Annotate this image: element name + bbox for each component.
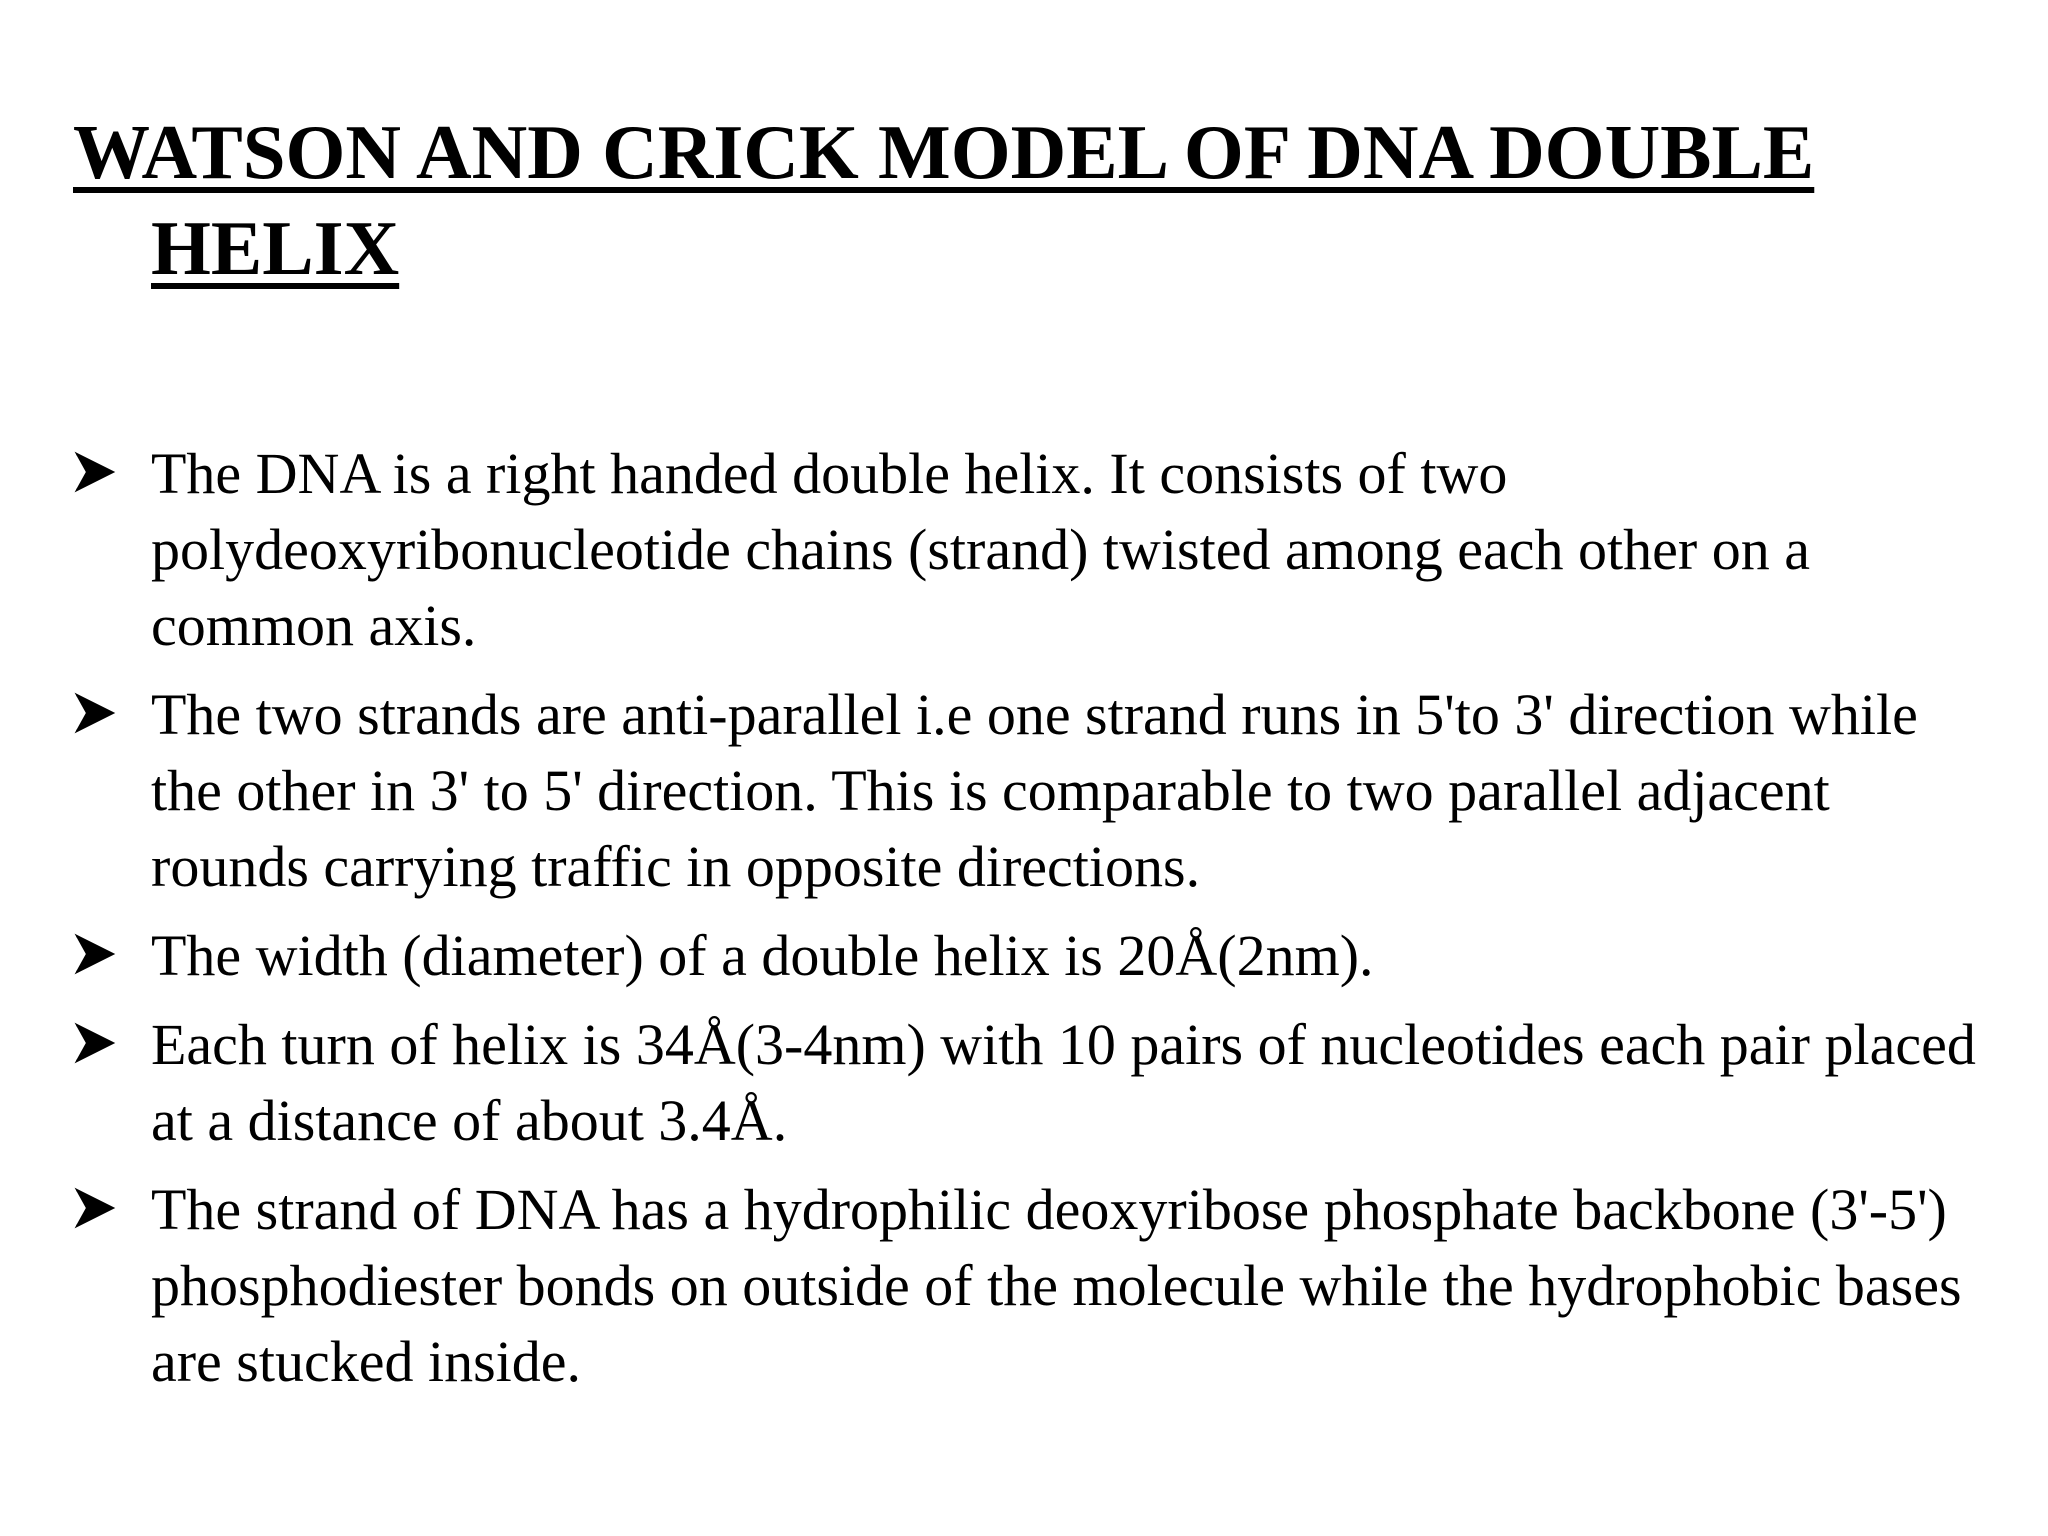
bullet-item [73, 1172, 1993, 1400]
bullet-item [73, 436, 1993, 664]
arrowhead-bullet-icon [73, 450, 117, 494]
slide-title: WATSON AND CRICK MODEL OF DNA DOUBLE HELIX [73, 109, 1815, 291]
bullet-text: Each turn of helix is 34Å(3-4nm) with 10 pairs of nucleotides each pair placed at a distance of about 3.4Å. [151, 1012, 1976, 1153]
arrowhead-bullet-icon [73, 1021, 117, 1065]
bullet-item [73, 918, 1993, 994]
bullet-text: The strand of DNA has a hydrophilic deoxyribose phosphate backbone (3'-5') phosphodiester bonds on outside of the molecule while the hydrophobic bases are stucked inside. [151, 1177, 1962, 1394]
bullet-item [73, 677, 1993, 905]
arrowhead-bullet-icon [73, 691, 117, 735]
arrowhead-bullet-icon [73, 1186, 117, 1230]
bullet-text: The DNA is a right handed double helix. It consists of two polydeoxyribonucleotide chains (strand) twisted among each other on a common axis. [151, 441, 1810, 658]
bullet-item [73, 1007, 1993, 1159]
bullet-text: The width (diameter) of a double helix is 20Å(2nm). [151, 923, 1374, 988]
bullet-list [73, 436, 1993, 1413]
bullet-text: The two strands are anti-parallel i.e one strand runs in 5'to 3' direction while the other in 3' to 5' direction. This is comparable to two parallel adjacent rounds carrying traffic in opposite directions. [151, 682, 1918, 899]
arrowhead-bullet-icon [73, 932, 117, 976]
